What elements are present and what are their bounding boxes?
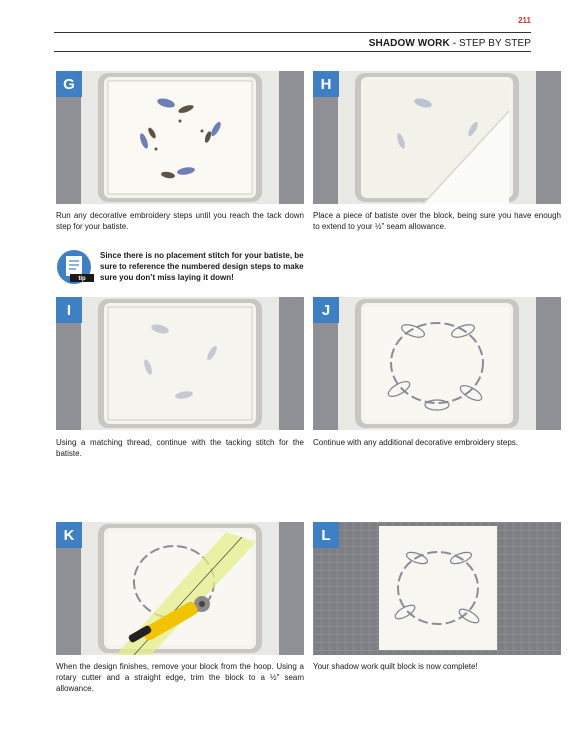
step-photo-g bbox=[56, 71, 304, 204]
header-rule-bottom bbox=[54, 51, 531, 52]
step-photo-j bbox=[313, 297, 561, 430]
section-title-sep: - bbox=[449, 38, 460, 49]
step-caption-i: Using a matching thread, continue with the tacking stitch for the batiste. bbox=[56, 438, 304, 458]
step-caption-l: Your shadow work quilt block is now complete! bbox=[313, 662, 478, 671]
step-photo-k bbox=[56, 522, 304, 655]
hoop-image-i bbox=[56, 297, 304, 430]
tip-box bbox=[56, 248, 304, 286]
step-badge-i: I bbox=[56, 297, 82, 323]
step-badge-j: J bbox=[313, 297, 339, 323]
step-badge-l: L bbox=[313, 522, 339, 548]
step-caption-k: When the design finishes, remove your block from the hoop. Using a rotary cutter and a straight edge, trim the block to a ½" seam allowance. bbox=[56, 662, 304, 693]
finished-block-image bbox=[313, 522, 561, 655]
step-badge-h: H bbox=[313, 71, 339, 97]
step-caption-h: Place a piece of batiste over the block, being sure you have enough to extend to your ½" seam allowance. bbox=[313, 211, 561, 231]
step-caption-j: Continue with any additional decorative embroidery steps. bbox=[313, 438, 519, 447]
step-photo-i bbox=[56, 297, 304, 430]
hoop-image-j bbox=[313, 297, 561, 430]
section-title-rest: STEP BY STEP bbox=[459, 38, 531, 49]
section-title-bold: SHADOW WORK bbox=[368, 38, 450, 49]
document-tip-icon bbox=[56, 248, 96, 286]
step-badge-k: K bbox=[56, 522, 82, 548]
hoop-image-k bbox=[56, 522, 304, 655]
hoop-image-h bbox=[313, 71, 561, 204]
step-badge-g: G bbox=[56, 71, 82, 97]
step-photo-h bbox=[313, 71, 561, 204]
section-title bbox=[369, 38, 531, 49]
step-caption-g: Run any decorative embroidery steps until you reach the tack down step for your batiste. bbox=[56, 211, 304, 231]
tip-text: Since there is no placement stitch for your batiste, be sure to reference the numbered design steps to make sure you don’t miss laying it down! bbox=[100, 251, 304, 282]
header-rule-top bbox=[54, 32, 531, 33]
page-number: 211 bbox=[518, 16, 531, 25]
hoop-image-g bbox=[56, 71, 304, 204]
step-photo-l bbox=[313, 522, 561, 655]
tip-icon-label: tip bbox=[78, 276, 86, 282]
